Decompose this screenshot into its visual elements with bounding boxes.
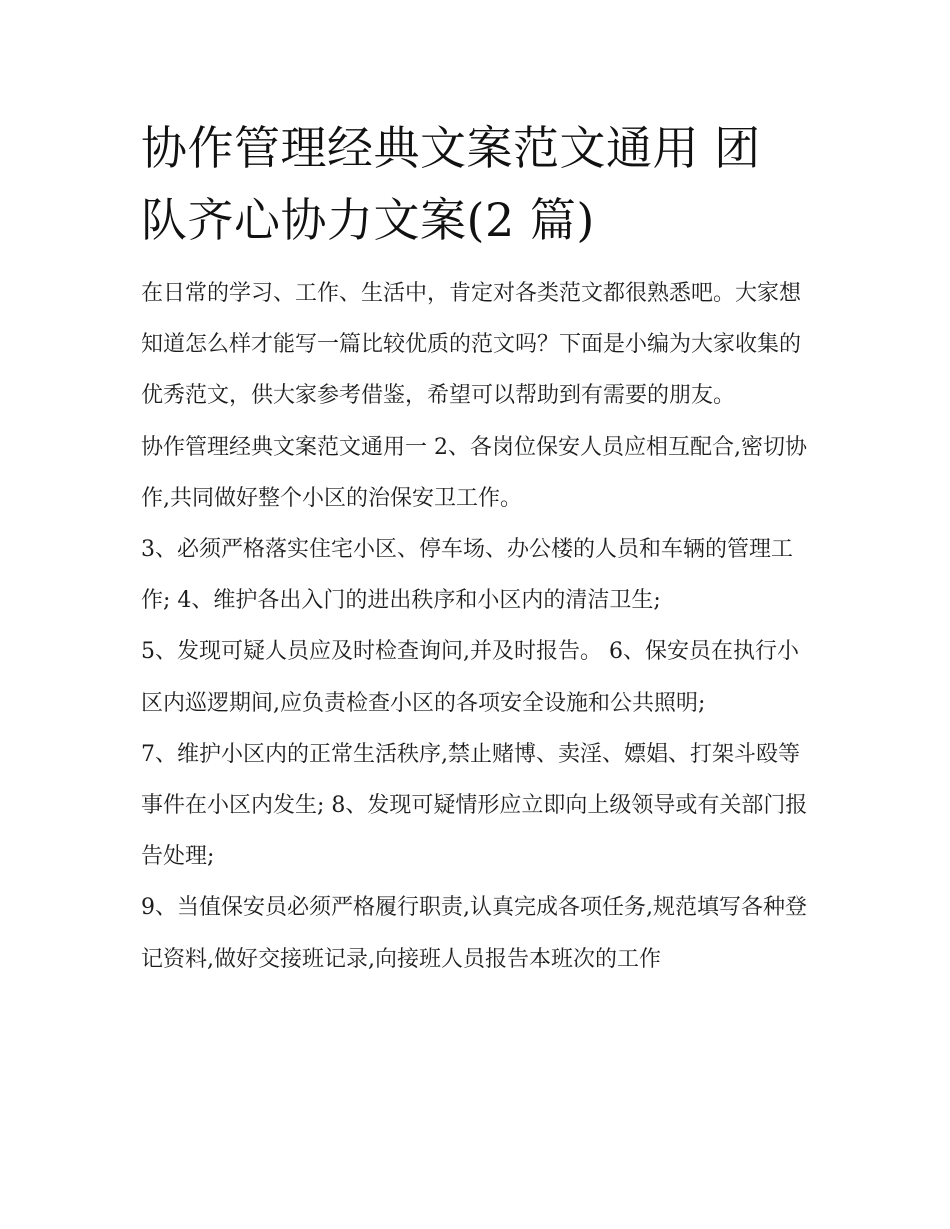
paragraph-3: 5、发现可疑人员应及时检查询问,并及时报告。 6、保安员在执行小区内巡逻期间,应负责检查小区的各项安全设施和公共照明; [141, 639, 799, 716]
title-line-2: 队齐心协力文案(2 篇) [141, 193, 595, 247]
paragraph-1: 协作管理经典文案范文通用一 2、各岗位保安人员应相互配合,密切协作,共同做好整个小区的治保安卫工作。 [141, 434, 807, 511]
document-title [141, 112, 813, 256]
document-page [141, 112, 813, 985]
paragraph-4: 7、维护小区内的正常生活秩序,禁止赌博、卖淫、嫖娼、打架斗殴等事件在小区内发生; 8、发现可疑情形应立即向上级领导或有关部门报告处理; [141, 741, 808, 870]
title-line-1: 协作管理经典文案范文通用 团 [141, 121, 761, 175]
paragraph-5: 9、当值保安员必须严格履行职责,认真完成各项任务,规范填写各种登记资料,做好交接班记录,向接班人员报告本班次的工作 [141, 895, 807, 972]
paragraph-2: 3、必须严格落实住宅小区、停车场、办公楼的人员和车辆的管理工作; 4、维护各出入门的进出秩序和小区内的清洁卫生; [141, 537, 793, 614]
paragraph-intro: 在日常的学习、工作、生活中，肯定对各类范文都很熟悉吧。大家想知道怎么样才能写一篇比较优质的范文吗？下面是小编为大家收集的优秀范文，供大家参考借鉴，希望可以帮助到有需要的朋友。 [141, 281, 802, 409]
